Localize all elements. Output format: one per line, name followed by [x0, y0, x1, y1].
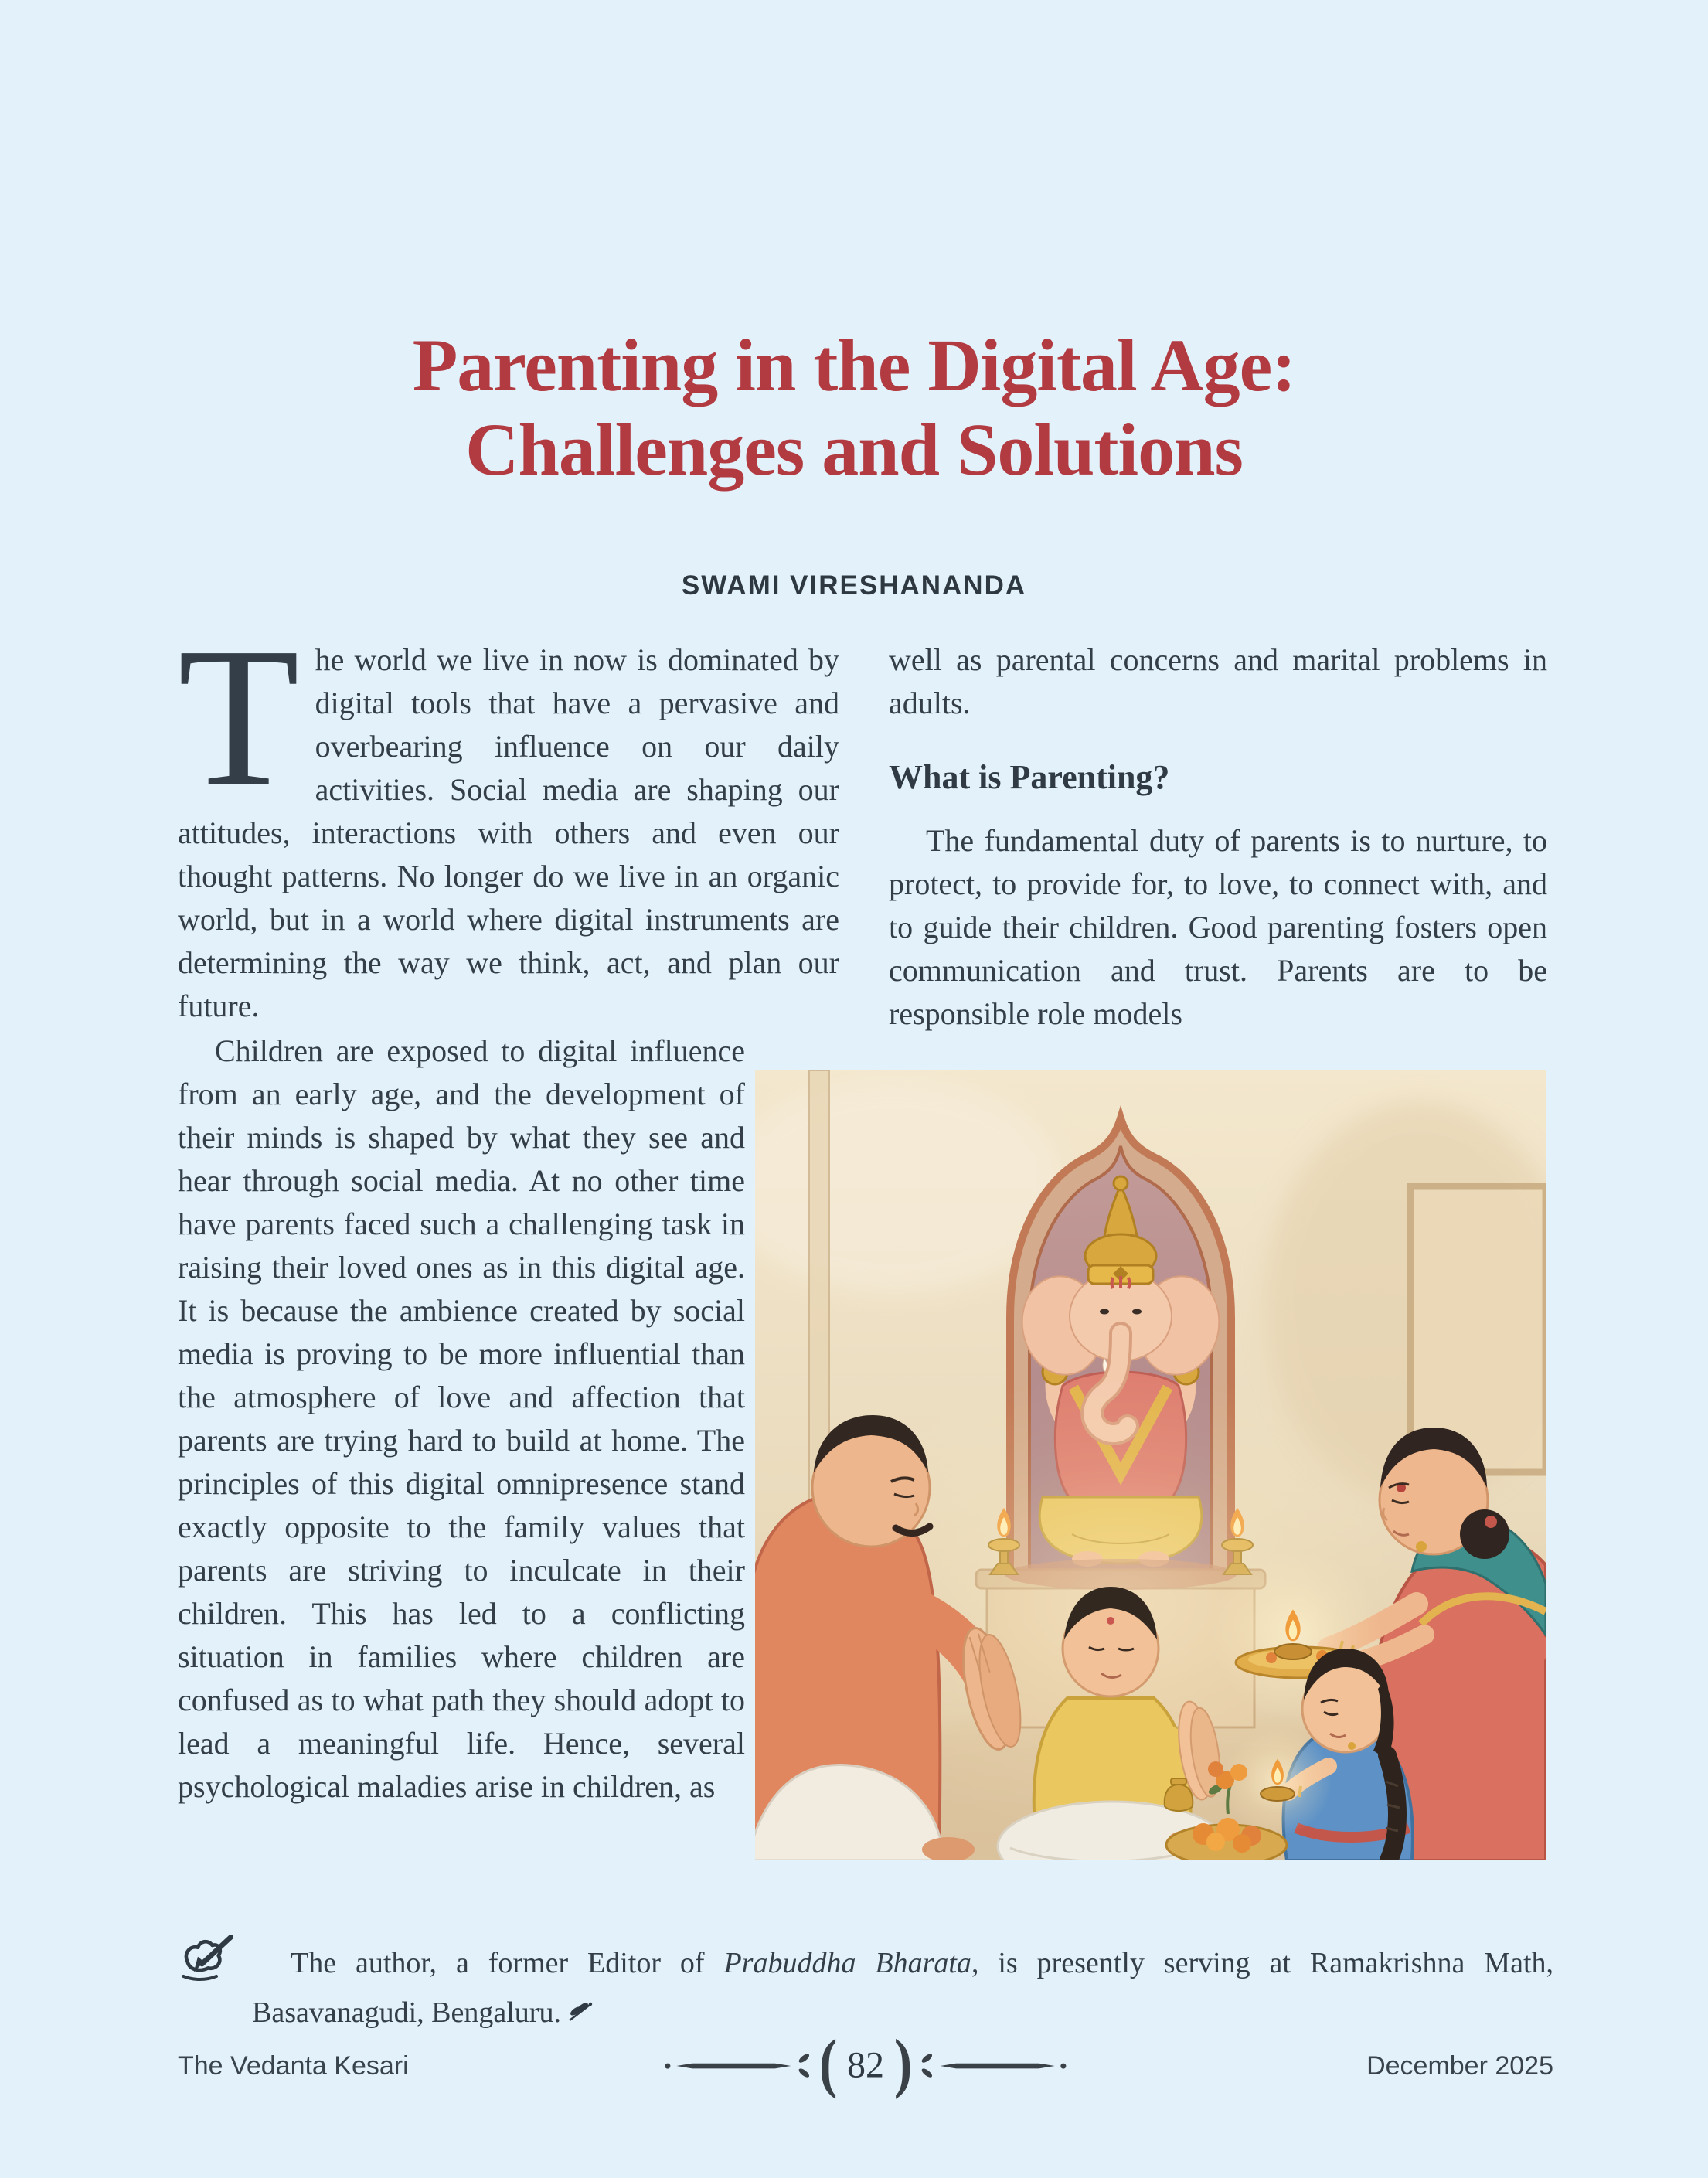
page-footer: [178, 2025, 1553, 2101]
article-title: [85, 323, 1623, 492]
footer-issue-date: December 2025: [1366, 2050, 1553, 2081]
paragraph-continued: well as parental concerns and marital problems in adults.: [889, 642, 1547, 720]
ornament-leaf: [920, 2053, 934, 2079]
author-note-part2: , is presently serving at Ramakrishna Math, Basavanagudi, Bengaluru.: [252, 1947, 1554, 2029]
leaf-flourish-icon: [566, 2000, 594, 2023]
author-note-journal-name: Prabuddha Bharata: [723, 1947, 971, 1979]
column-left-lower: [178, 1029, 839, 1877]
family-puja-illustration: [755, 1070, 1546, 1860]
column-left-upper: [178, 606, 839, 1028]
ornament-paren-left: (: [818, 2025, 838, 2100]
page-number-ornament: [665, 2025, 1066, 2100]
ornament-rule: [941, 2061, 1055, 2071]
article-title-line2: Challenges and Solutions: [465, 408, 1243, 492]
paragraph-children-digital: Children are exposed to digital influence from an early age, and the development of their minds is shaped by what they see and hear through social media. At no other time have parents faced such a challenging task in raising their loved ones as in this digital age. It is because the ambience created by social media is proving to be more influential than the atmosphere of love and affection that parents are trying hard to build at home. The principles of this digital omnipresence stand exactly opposite to the family values that parents are striving to inculcate in their children. This has led to a conflicting situation in families where children are confused as to what path they should adopt to lead a meaningful life. Hence, several psychological maladies arise in children, as: [178, 1033, 745, 1804]
column-right: [889, 638, 1547, 1036]
article-title-line1: Parenting in the Digital Age:: [412, 324, 1296, 407]
writing-hand-icon: [179, 1926, 241, 1983]
footer-journal-name: The Vedanta Kesari: [178, 2050, 409, 2081]
family-puja-artwork: [755, 1070, 1546, 1860]
ornament-dot: [665, 2063, 670, 2068]
author-note-part1: The author, a former Editor of: [291, 1947, 724, 1979]
ornament-paren-right: ): [893, 2025, 913, 2100]
author-note-text: [252, 1938, 1553, 2037]
ornament-rule: [676, 2061, 791, 2071]
drop-cap: T: [178, 606, 300, 827]
paragraph-intro-text: he world we live in now is dominated by digital tools that have a pervasive and overbearing influence on our daily activities. Social media are shaping our attitudes, interactions with others and even our thought patterns. No longer do we live in an organic world, but in a world where digital instruments are determining the way we think, act, and plan our future.: [178, 642, 839, 1023]
girl-diya: [1223, 1727, 1332, 1836]
ornament-leaf: [797, 2053, 811, 2079]
article-author: SWAMI VIRESHANANDA: [681, 570, 1027, 601]
paragraph-intro: [178, 606, 839, 1028]
ornament-dot: [1061, 2063, 1067, 2068]
section-heading: What is Parenting?: [889, 758, 1170, 796]
page-number: 82: [847, 2044, 884, 2086]
paragraph-parenting-duty: The fundamental duty of parents is to nurture, to protect, to provide for, to love, to connect with, and to guide their children. Good parenting fosters open communication and trust. Parents are to be responsible role models: [889, 823, 1547, 1032]
